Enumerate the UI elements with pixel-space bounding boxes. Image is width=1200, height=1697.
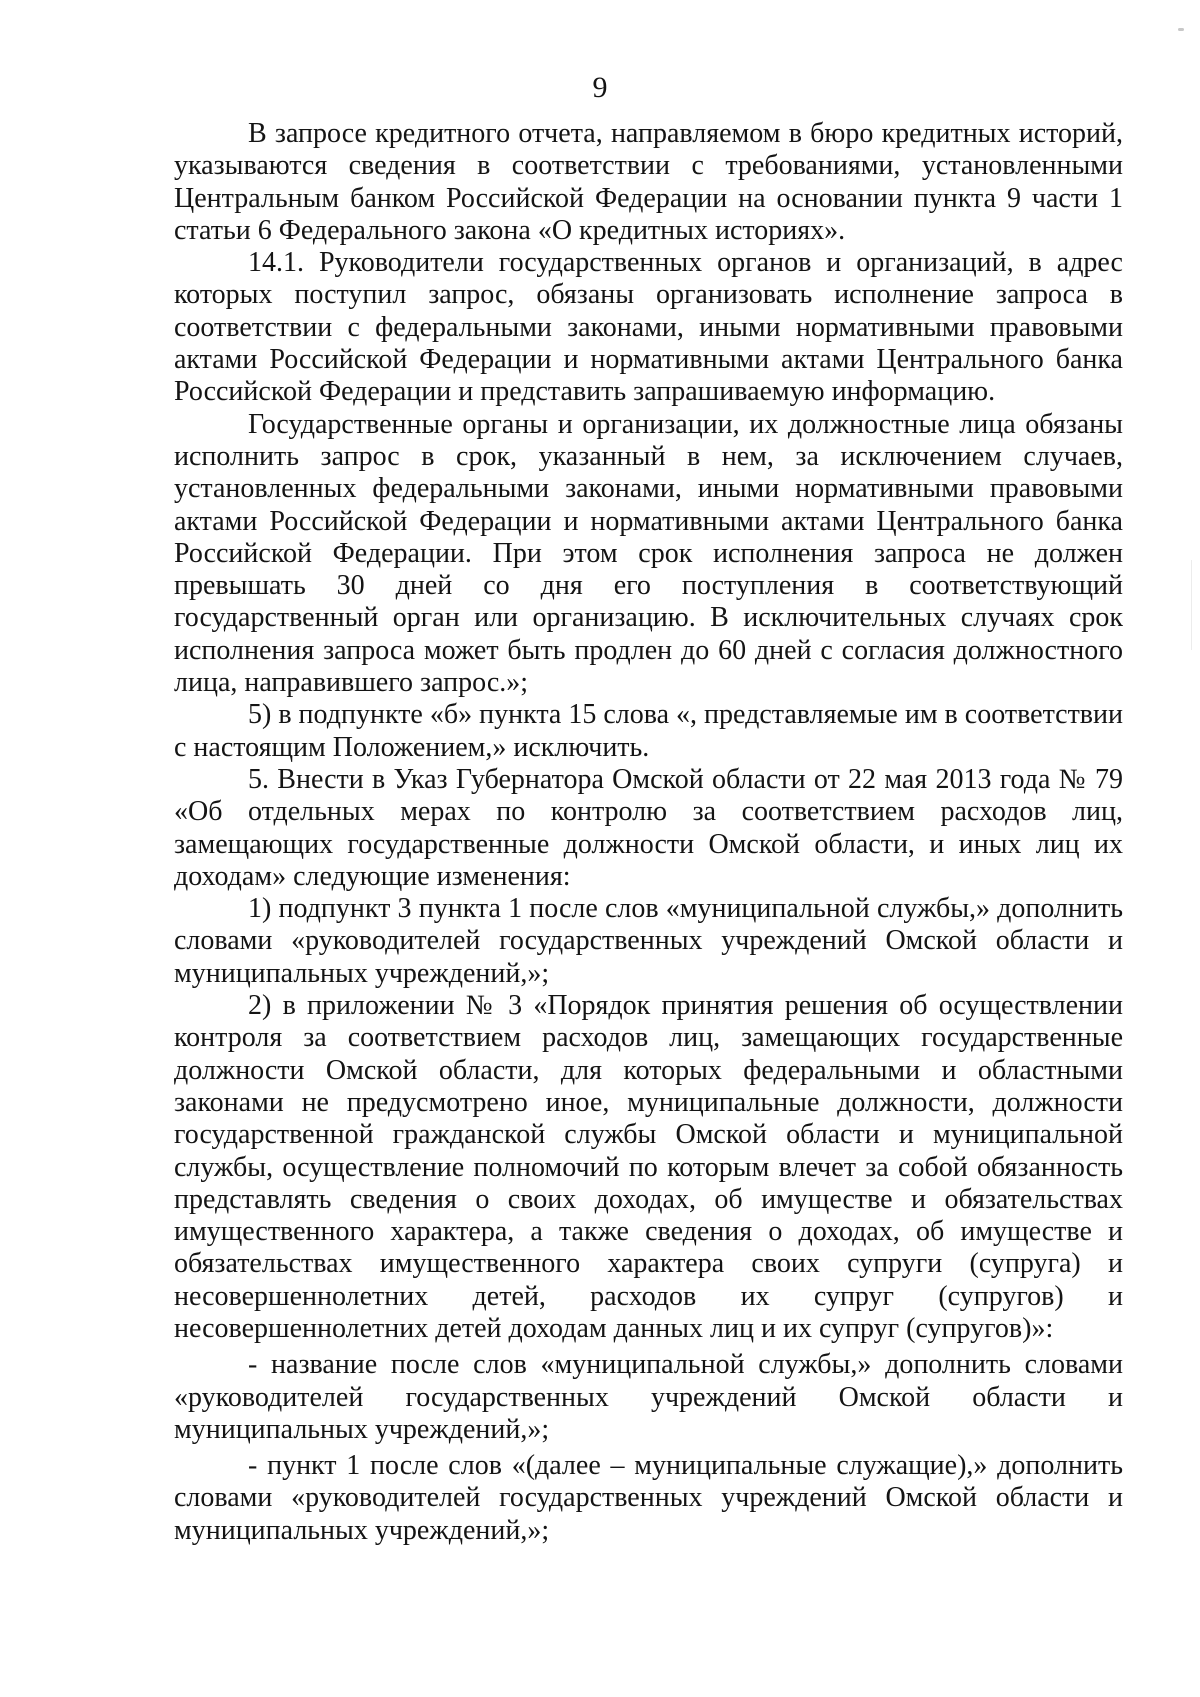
scan-artifact — [1178, 28, 1184, 31]
paragraph-14-1: 14.1. Руководители государственных органов и организаций, в адрес которых поступил запрос, обязаны организовать исполнение запроса в соответствии с федеральными законами, иными нормативными правовыми актами Российской Федерации и нормативными актами Центрального банка Российской Федерации и представить запрашиваемую информацию. — [174, 247, 1123, 408]
paragraph-request-deadline: Государственные органы и организации, их должностные лица обязаны исполнить запрос в срок, указанный в нем, за исключением случаев, установленных федеральными законами, иными нормативными правовыми актами Российской Федерации и нормативными актами Центрального банка Российской Федерации. При этом срок исполнения запроса не должен превышать 30 дней со дня его поступления в соответствующий государственный орган или организацию. В исключительных случаях срок исполнения запроса может быть продлен до 60 дней с согласия должностного лица, направившего запрос.»; — [174, 408, 1123, 699]
paragraph-subitem-5: 5) в подпункте «б» пункта 15 слова «, представляемые им в соответствии с настоящим Положением,» исключить. — [174, 699, 1123, 763]
page-number: 9 — [592, 71, 608, 104]
paragraph-subitem-2-appendix-3: 2) в приложении № 3 «Порядок принятия решения об осуществлении контроля за соответствием расходов лиц, замещающих государственные должности Омской области, для которых федеральными и областными законами не предусмотрено иное, муниципальные должности, должности государственной гражданской службы Омской области и муниципальной службы, осуществление полномочий по которым влечет за собой обязанность представлять сведения о своих доходах, об имуществе и обязательствах имущественного характера, а также сведения о доходах, об имуществе и обязательствах имущественного характера своих супруги (супруга) и несовершеннолетних детей, расходов их супруг (супругов) и несовершеннолетних детей доходам данных лиц и их супруг (супругов)»: — [174, 990, 1123, 1344]
paragraph-credit-report-request: В запросе кредитного отчета, направляемом в бюро кредитных историй, указываются сведения в соответствии с требованиями, установленными Центральным банком Российской Федерации на основании пункта 9 части 1 статьи 6 Федерального закона «О кредитных историях». — [174, 118, 1123, 246]
paragraph-dash-item-1: - пункт 1 после слов «(далее – муниципальные служащие),» дополнить словами «руководителей государственных учреждений Омской области и муниципальных учреждений,»; — [174, 1450, 1123, 1546]
document-body — [174, 118, 1123, 1547]
paragraph-subitem-1: 1) подпункт 3 пункта 1 после слов «муниципальной службы,» дополнить словами «руководителей государственных учреждений Омской области и муниципальных учреждений,»; — [174, 893, 1123, 989]
scan-edge-artifact — [1191, 560, 1192, 650]
paragraph-item-5-decree-79: 5. Внести в Указ Губернатора Омской области от 22 мая 2013 года № 79 «Об отдельных мерах по контролю за соответствием расходов лиц, замещающих государственные должности Омской области, и иных лиц их доходам» следующие изменения: — [174, 763, 1123, 892]
paragraph-dash-title: - название после слов «муниципальной службы,» дополнить словами «руководителей государственных учреждений Омской области и муниципальных учреждений,»; — [174, 1349, 1123, 1445]
